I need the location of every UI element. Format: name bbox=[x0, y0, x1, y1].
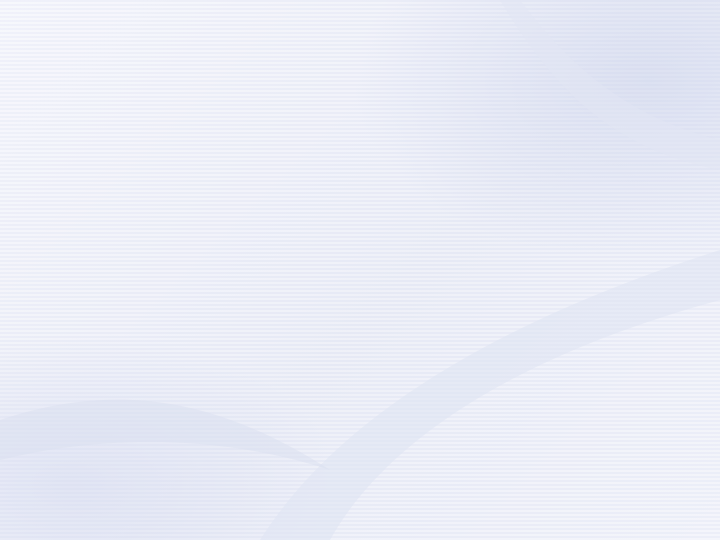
bullet-list bbox=[30, 126, 690, 156]
diamond-bullet-item bbox=[30, 132, 690, 156]
